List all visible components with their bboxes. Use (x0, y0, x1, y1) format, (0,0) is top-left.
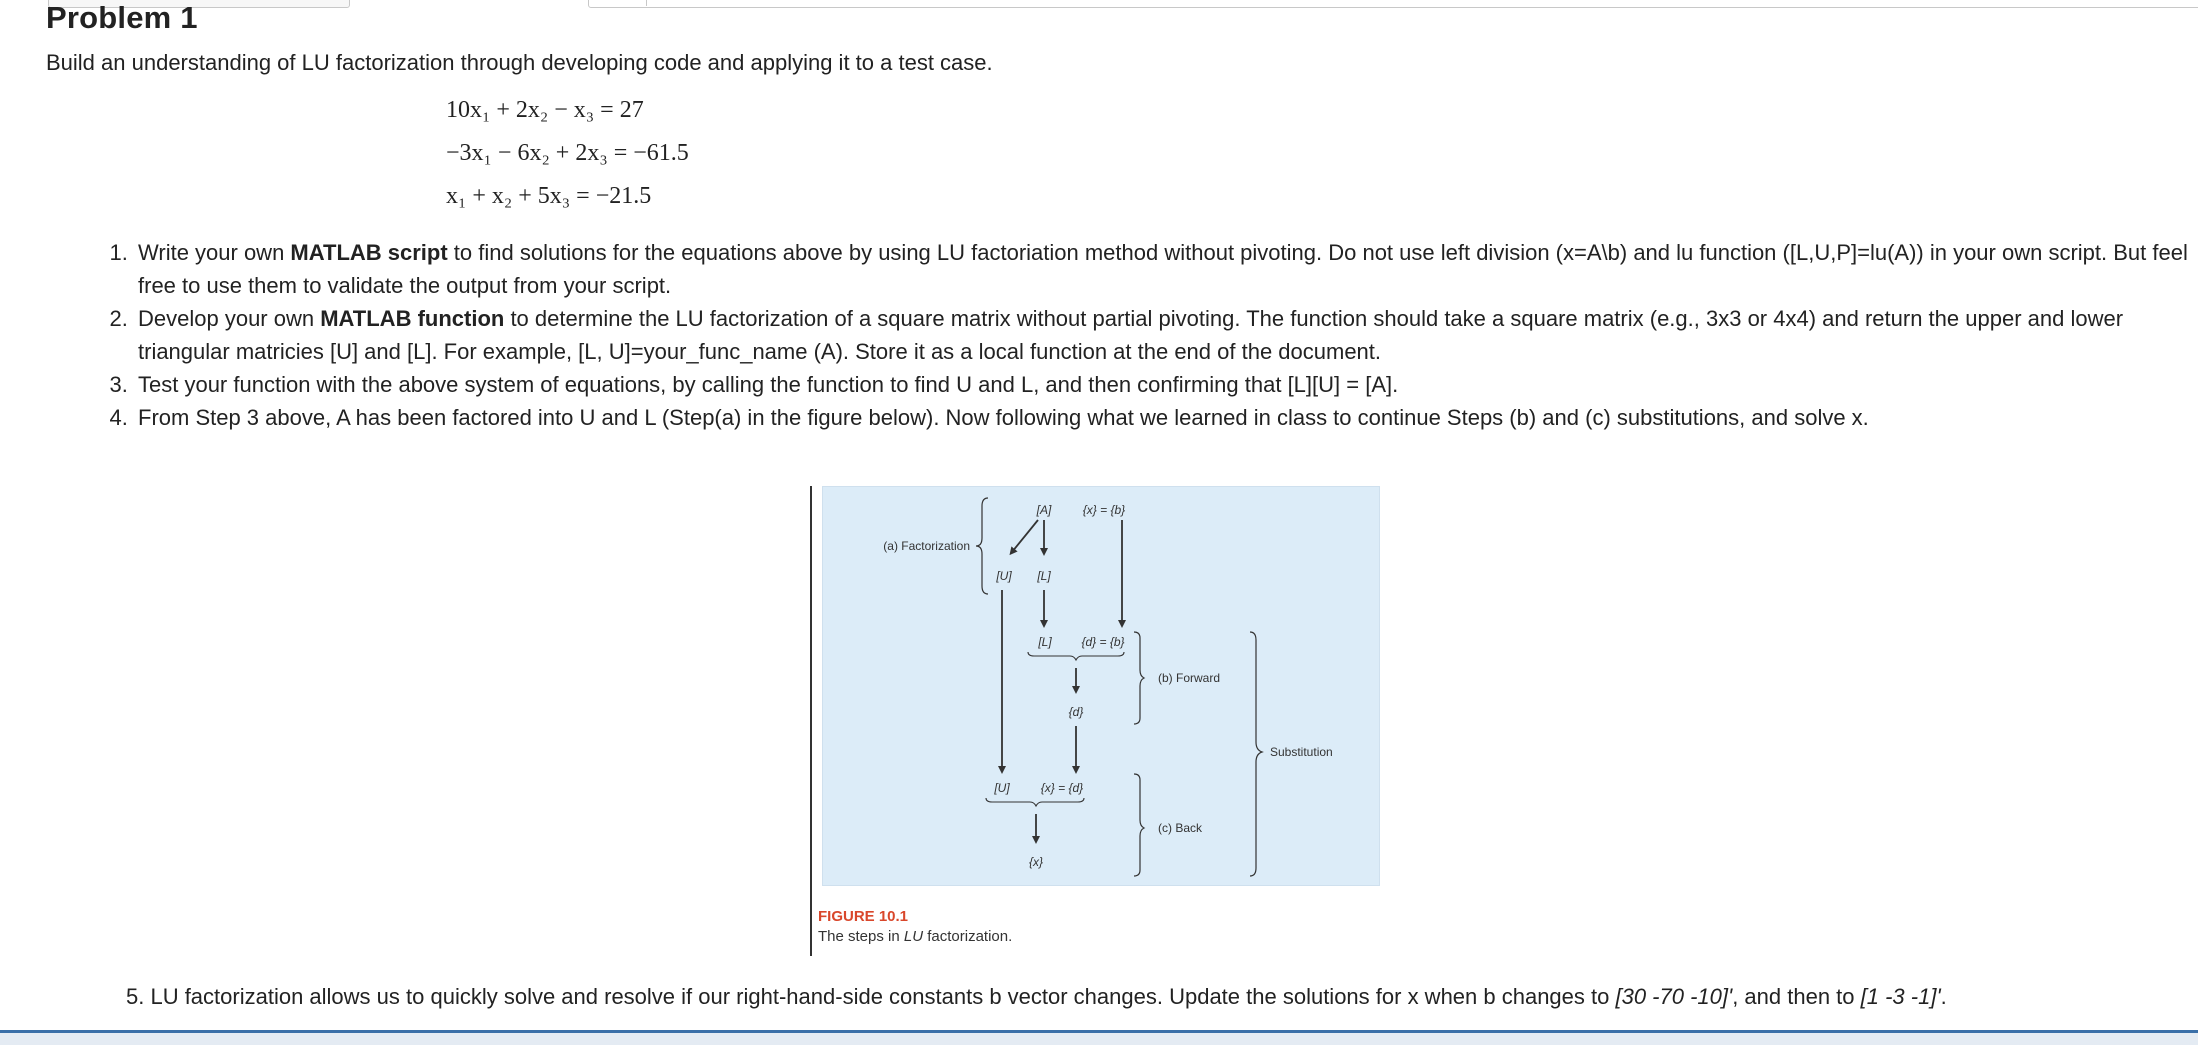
back-underbrace (986, 798, 1084, 806)
step-2-pre: Develop your own (138, 306, 321, 331)
step-5-vector-2: [1 -3 -1]' (1860, 984, 1941, 1009)
label-d: {d} (1068, 705, 1084, 719)
steps-list (106, 236, 2198, 434)
label-back: (c) Back (1158, 821, 1203, 835)
label-d-eq-b: {d} = {b} (1081, 635, 1125, 649)
forward-underbrace (1028, 652, 1124, 660)
step-5-vector-1: [30 -70 -10]' (1615, 984, 1733, 1009)
caption-pre: The steps in (818, 928, 904, 945)
figure-label: FIGURE 10.1 (818, 908, 909, 925)
step-2 (134, 302, 2198, 368)
label-L-forward: [L] (1038, 635, 1052, 649)
step-5-pre: 5. LU factorization allows us to quickly solve and resolve if our right-hand-side constants b vector changes. Update the solutions for x when b changes to (126, 984, 1616, 1009)
step-5-post: . (1940, 984, 1947, 1009)
step-3: 3. Test your function with the above system of equations, by calling the function to find U and L, and then confirming that [L][U] = [A]. (134, 368, 2198, 401)
label-U-back: [U] (994, 781, 1010, 795)
step-2-bold: MATLAB function (320, 306, 505, 331)
caption-italic: LU (903, 928, 924, 945)
label-substitution: Substitution (1270, 745, 1333, 759)
label-x-eq-b: {x} = {b} (1082, 503, 1126, 517)
lu-factorization-diagram (822, 486, 1378, 884)
figure-caption (818, 928, 1012, 945)
factorization-brace (976, 498, 988, 594)
caption-post: factorization. (923, 928, 1013, 945)
label-forward: (b) Forward (1158, 671, 1221, 685)
label-x-eq-d: {x} = {d} (1040, 781, 1084, 795)
label-U-top: [U] (996, 569, 1012, 583)
toolbar-divider (636, 0, 647, 6)
substitution-brace (1250, 632, 1262, 876)
step-1 (134, 236, 2198, 302)
bottom-band (0, 1033, 2198, 1045)
step-1-post: to find solutions for the equations above by using LU factoriation method without pivoting. Do not use left division (x=A\b) and lu function ([L,U,P]=lu(A)) in your own script. But feel free to use them to validate the output from your script. (138, 240, 2188, 298)
step-4: 4. From Step 3 above, A has been factored into U and L (Step(a) in the figure below). Now following what we learned in class to continue Steps (b) and (c) substitutions, and solve x. (134, 401, 2198, 434)
step-5 (126, 984, 1947, 1010)
label-x: {x} (1028, 855, 1044, 869)
intro-text: Build an understanding of LU factorization through developing code and applying it to a test case. (46, 50, 993, 75)
label-factorization: (a) Factorization (883, 539, 970, 553)
step-5-mid: , and then to (1732, 984, 1861, 1009)
step-2-post: to determine the LU factorization of a square matrix without partial pivoting. The function should take a square matrix (e.g., 3x3 or 4x4) and return the upper and lower triangular matricies [U] and [L]. For example, [L, U]=your_func_name (A). Store it as a local function at the end of the document. (138, 306, 2124, 364)
equation-2: −3x₁ − 6x₂ + 2x₃ = −61.5 (446, 140, 689, 166)
equation-3: x₁ + x₂ + 5x₃ = −21.5 (446, 183, 652, 209)
forward-brace (1134, 632, 1144, 724)
page-title: Problem 1 (46, 0, 198, 35)
label-L-top: [L] (1037, 569, 1051, 583)
arrow-A-to-U (1012, 520, 1038, 552)
equation-1: 10x₁ + 2x₂ − x₃ = 27 (446, 97, 644, 123)
label-A: [A] (1036, 503, 1052, 517)
browser-top-strip (0, 0, 2198, 10)
back-brace (1134, 774, 1144, 876)
step-1-bold: MATLAB script (290, 240, 448, 265)
toolbar-field[interactable] (588, 0, 2198, 8)
step-1-pre: Write your own (138, 240, 291, 265)
